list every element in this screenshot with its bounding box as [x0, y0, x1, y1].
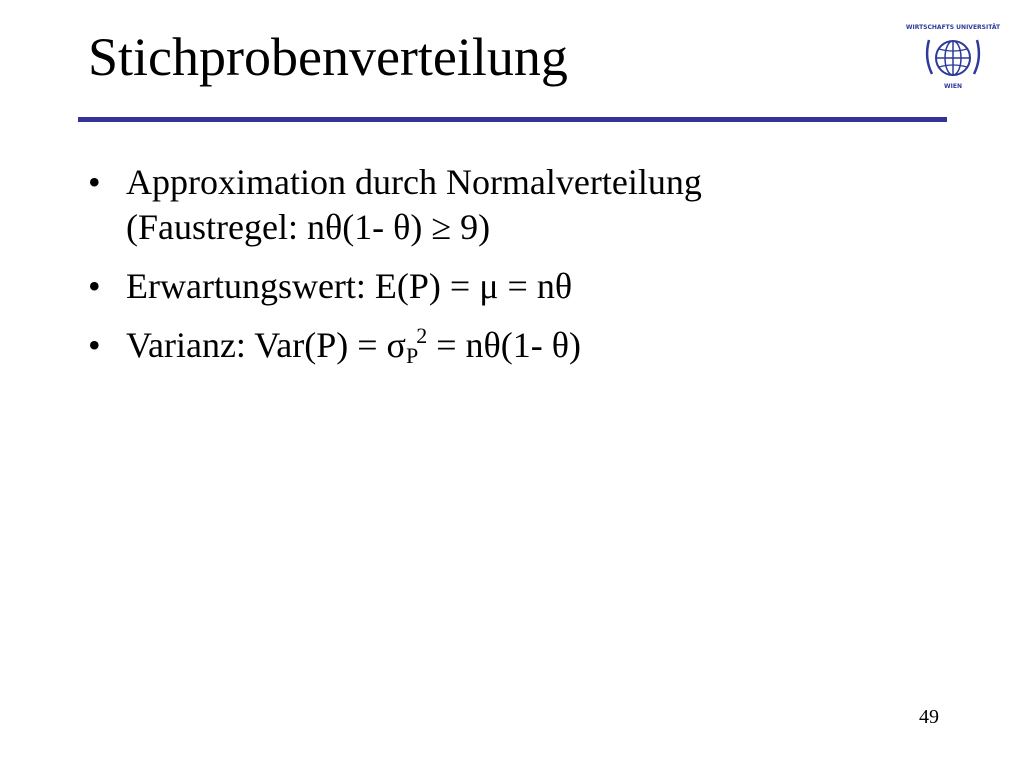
variance-formula — [126, 323, 968, 372]
logo-text-bottom: WIEN — [944, 83, 962, 90]
bullet-marker: • — [88, 325, 101, 365]
variance-suffix: = nθ(1- θ) — [427, 325, 581, 365]
bullet-marker: • — [88, 162, 101, 202]
variance-superscript: 2 — [416, 323, 428, 348]
bullet-list — [88, 160, 968, 386]
bullet-item-expected-value — [88, 264, 968, 309]
variance-prefix: Varianz: Var(P) = σ — [126, 325, 406, 365]
bullet-text-expected-value: Erwartungswert: E(P) = μ = nθ — [126, 266, 573, 306]
variance-subscript: P — [405, 343, 419, 368]
bullet-item-variance — [88, 323, 968, 372]
bullet-item-approximation — [88, 160, 968, 250]
title-divider — [78, 117, 947, 122]
bullet-text-approximation: Approximation durch Normalverteilung (Faustregel: nθ(1- θ) ≥ 9) — [126, 162, 702, 247]
university-globe-logo-icon — [905, 20, 1001, 90]
bullet-marker: • — [88, 266, 101, 306]
slide-title: Stichprobenverteilung — [88, 27, 568, 87]
logo-text-top: WIRTSCHAFTS UNIVERSITÄT — [905, 24, 1001, 31]
page-number: 49 — [919, 706, 939, 728]
